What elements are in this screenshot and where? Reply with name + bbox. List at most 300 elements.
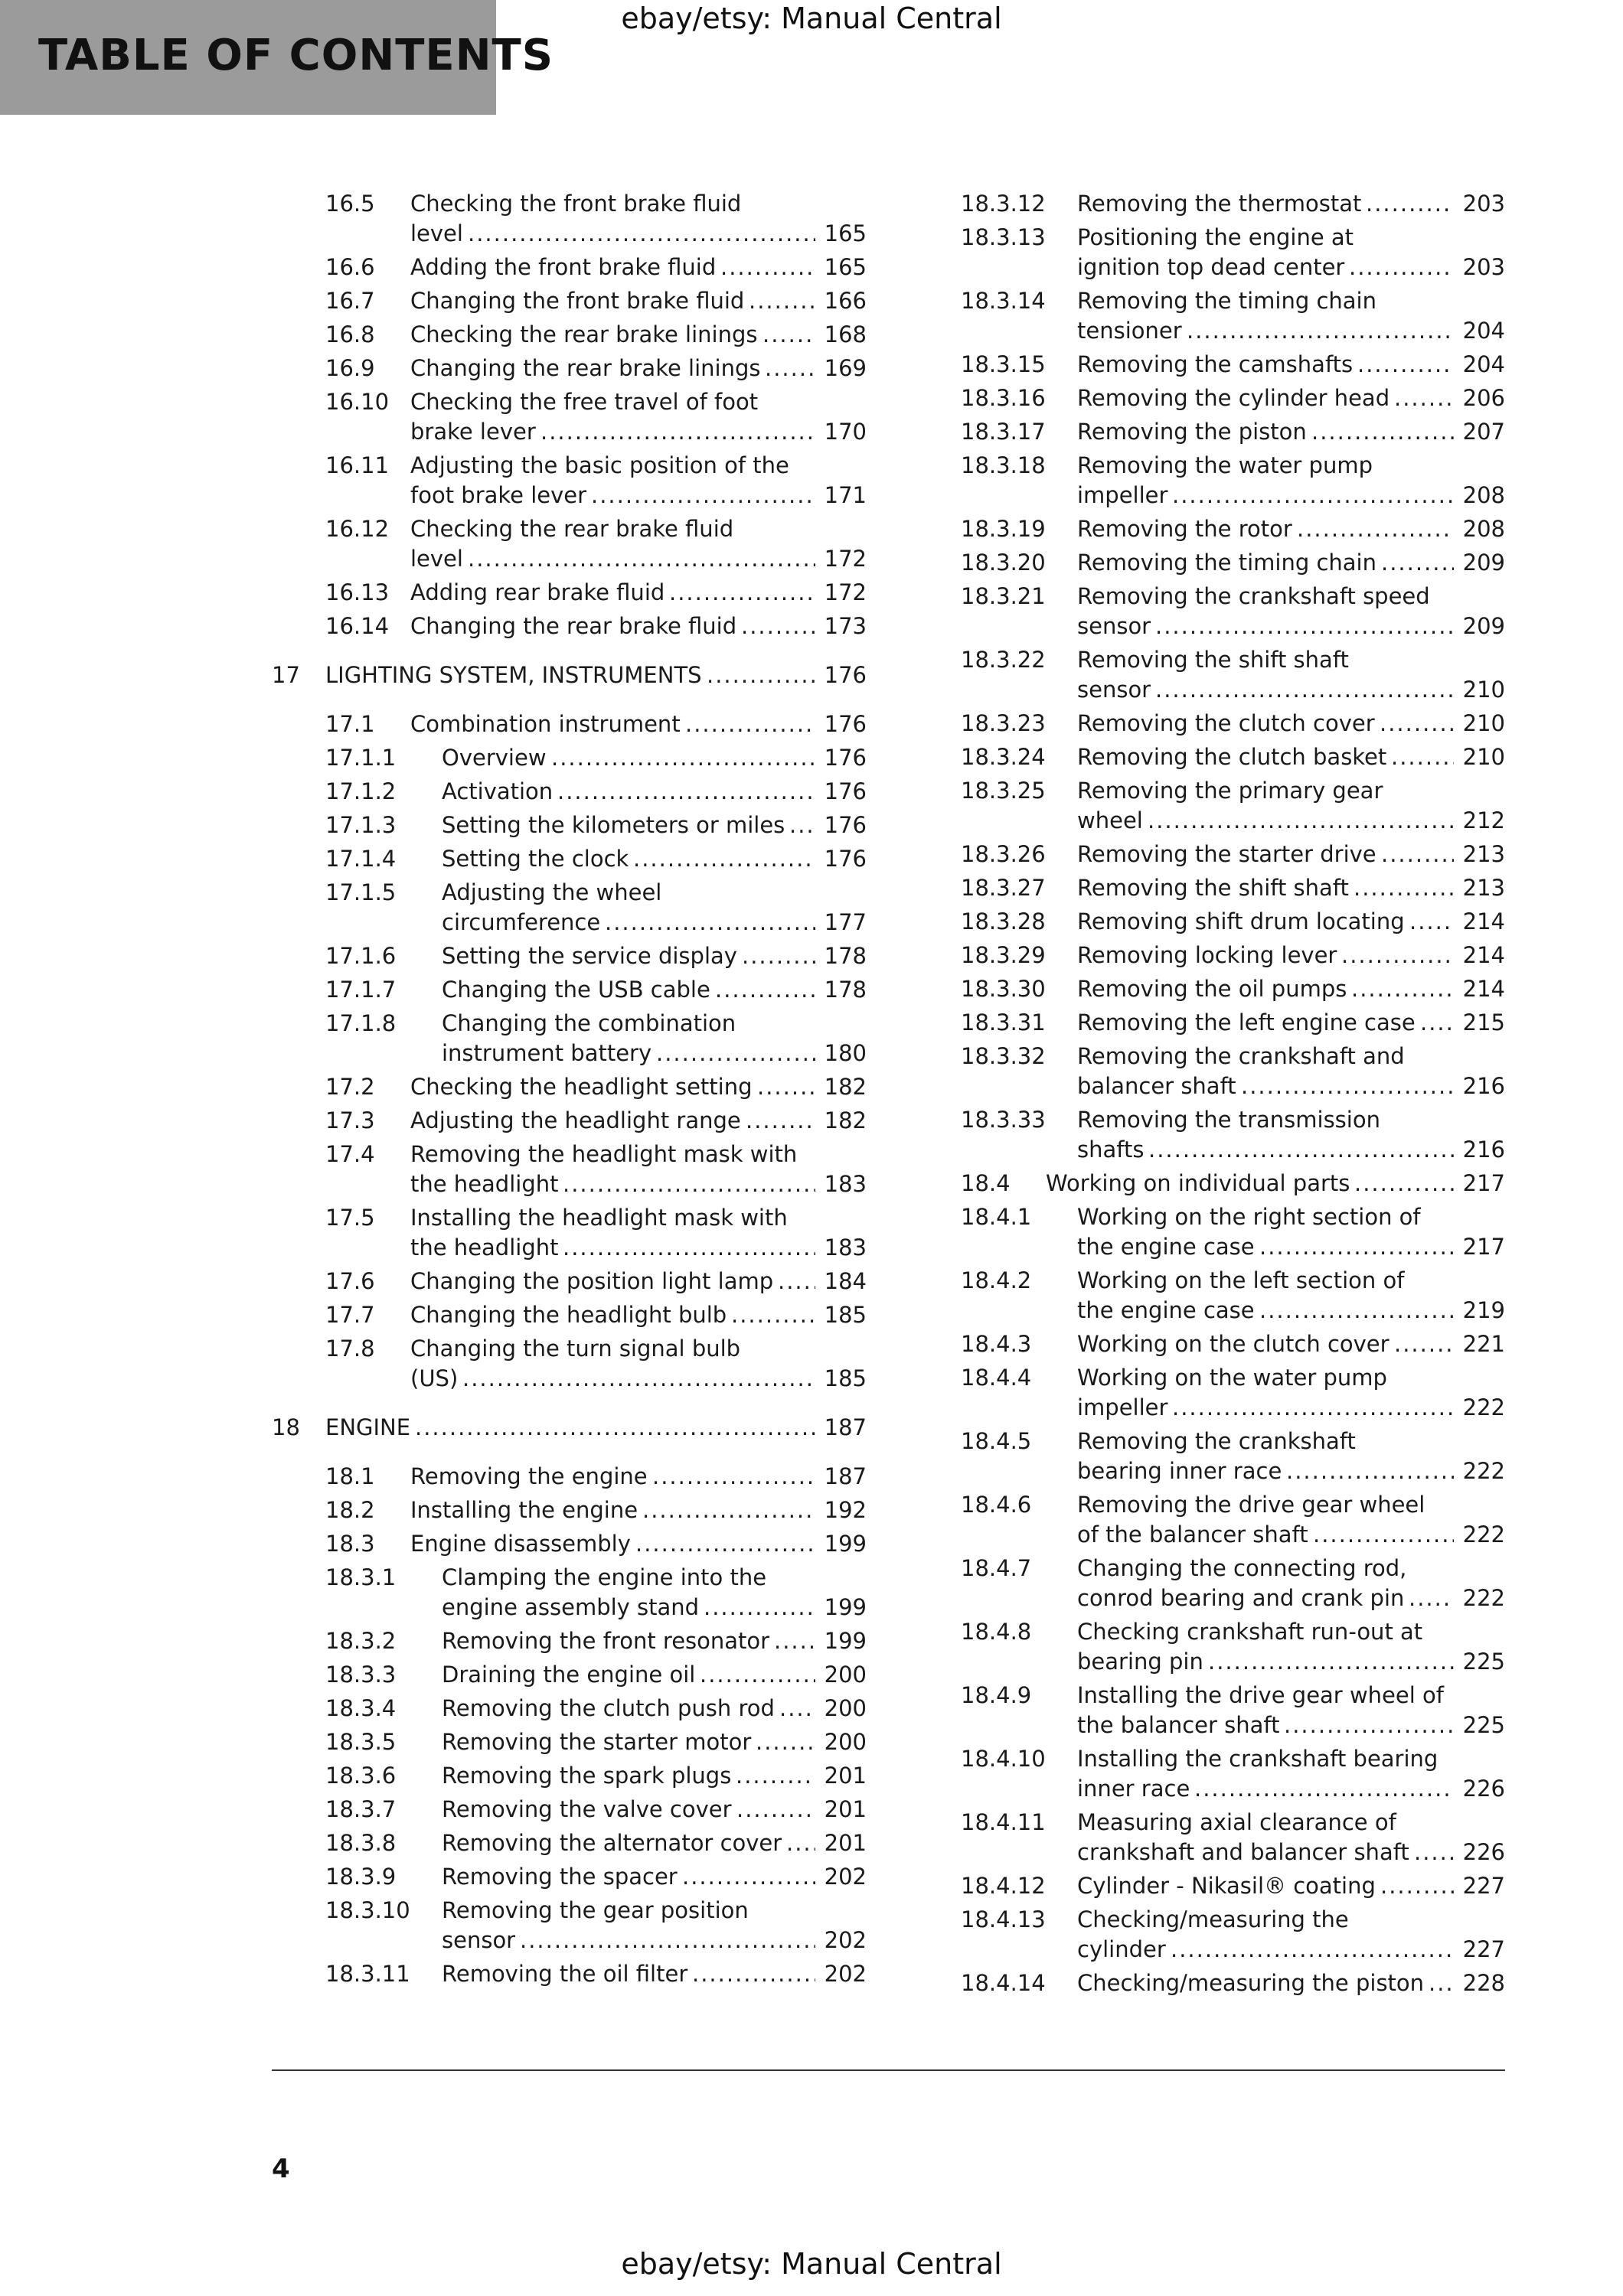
footer-divider [272, 2069, 1505, 2071]
toc-leader-dots [700, 1659, 815, 1689]
toc-chapter-entry[interactable] [272, 1412, 867, 1442]
toc-entry[interactable] [272, 1828, 867, 1857]
toc-entry[interactable] [272, 1727, 867, 1756]
toc-leader-dots [642, 1495, 815, 1525]
toc-entry[interactable] [961, 1426, 1505, 1486]
toc-entry-title: Removing the primary gear [1077, 778, 1383, 804]
toc-leader-dots [1366, 188, 1454, 218]
toc-entry[interactable] [961, 742, 1505, 771]
toc-entry-title: the headlight [410, 1171, 559, 1197]
toc-entry-title: Removing the gear position [442, 1897, 749, 1923]
toc-entry-title: Combination instrument [410, 711, 681, 737]
toc-entry-page: 225 [1462, 1649, 1505, 1675]
toc-entry-page: 214 [1462, 942, 1505, 968]
toc-entry-number: 18.3.24 [961, 744, 1046, 770]
toc-entry-page: 182 [824, 1074, 867, 1100]
toc-entry-page: 210 [1462, 744, 1505, 770]
toc-entry-title: Removing the starter drive [1077, 841, 1376, 867]
toc-entry[interactable] [961, 1329, 1505, 1358]
toc-entry-page: 215 [1462, 1009, 1505, 1035]
toc-leader-dots [685, 709, 815, 739]
toc-entry-page: 217 [1462, 1234, 1505, 1260]
toc-leader-dots [1391, 742, 1454, 771]
toc-entry-number: 18.3.21 [961, 583, 1046, 609]
toc-entry-number: 18.3.29 [961, 942, 1046, 968]
toc-leader-dots [468, 218, 815, 248]
toc-entry[interactable] [961, 940, 1505, 970]
toc-entry-title: Removing the crankshaft speed [1077, 583, 1430, 609]
toc-leader-dots [1357, 349, 1454, 379]
toc-entry-number: 18.3.7 [325, 1796, 397, 1822]
toc-entry[interactable] [961, 1362, 1505, 1422]
toc-entry-page: 178 [824, 943, 867, 969]
toc-entry-page: 176 [824, 662, 867, 688]
toc-entry-number: 18.4.3 [961, 1331, 1032, 1357]
toc-entry[interactable] [961, 1007, 1505, 1037]
toc-entry-title: brake lever [410, 419, 536, 445]
toc-entry-title: engine assembly stand [442, 1594, 700, 1620]
toc-leader-dots [1155, 674, 1454, 704]
toc-entry-title: Working on the left section of [1077, 1267, 1405, 1293]
toc-entry-title: circumference [442, 909, 601, 935]
toc-entry-page: 209 [1462, 550, 1505, 576]
toc-entry-page: 210 [1462, 710, 1505, 736]
toc-entry-number: 17.7 [325, 1302, 375, 1328]
toc-entry-page: 200 [824, 1695, 867, 1721]
toc-entry-page: 202 [824, 1864, 867, 1890]
toc-entry-page: 209 [1462, 613, 1505, 639]
toc-entry-title: Removing the thermostat [1077, 191, 1362, 217]
toc-leader-dots [682, 1861, 815, 1891]
toc-entry-page: 206 [1462, 385, 1505, 411]
toc-entry-page: 176 [824, 778, 867, 804]
toc-leader-dots [774, 1626, 815, 1655]
toc-entry-number: 18.3.11 [325, 1961, 410, 1987]
toc-entry-page: 178 [824, 977, 867, 1003]
toc-leader-dots [778, 1266, 815, 1296]
toc-entry-number: 16.9 [325, 355, 375, 381]
toc-entry[interactable] [272, 1794, 867, 1824]
toc-entry[interactable] [272, 877, 867, 937]
toc-entry-title: (US) [410, 1365, 459, 1391]
toc-entry-page: 172 [824, 546, 867, 572]
toc-entry-title: Removing the oil filter [442, 1961, 688, 1987]
toc-entry-number: 18.3.27 [961, 875, 1046, 901]
toc-entry-title: Removing the front resonator [442, 1628, 770, 1654]
toc-entry[interactable] [961, 906, 1505, 936]
toc-entry[interactable] [272, 1333, 867, 1393]
toc-entry-title: Removing the crankshaft [1077, 1428, 1356, 1454]
toc-entry-number: 17 [272, 662, 300, 688]
toc-entry[interactable] [961, 775, 1505, 835]
toc-entry[interactable] [961, 1680, 1505, 1740]
toc-entry-title: Draining the engine oil [442, 1662, 696, 1688]
toc-entry-title: Removing the crankshaft and [1077, 1043, 1405, 1069]
toc-entry-number: 18.3.4 [325, 1695, 397, 1721]
toc-entry-page: 216 [1462, 1073, 1505, 1099]
toc-entry-title: Removing the valve cover [442, 1796, 732, 1822]
toc-entry-number: 18.3.14 [961, 288, 1046, 314]
toc-entry[interactable] [272, 1266, 867, 1296]
toc-entry-title: Adjusting the wheel [442, 879, 662, 905]
toc-entry[interactable] [272, 1895, 867, 1955]
toc-entry-page: 226 [1462, 1776, 1505, 1802]
toc-entry[interactable] [272, 776, 867, 806]
toc-leader-dots [1380, 1870, 1454, 1900]
toc-entry[interactable] [961, 644, 1505, 704]
toc-entry-title: impeller [1077, 1394, 1168, 1420]
toc-entry-page: 166 [824, 288, 867, 314]
toc-entry[interactable] [961, 1904, 1505, 1964]
toc-entry-number: 18.3.10 [325, 1897, 410, 1923]
toc-leader-dots [707, 660, 815, 690]
toc-entry[interactable] [961, 1616, 1505, 1676]
toc-entry-number: 18.3.31 [961, 1009, 1046, 1035]
toc-entry-title: ignition top dead center [1077, 254, 1345, 280]
toc-entry-title: Removing the spark plugs [442, 1763, 732, 1789]
toc-entry-title: Removing the shift shaft [1077, 875, 1349, 901]
toc-entry[interactable] [272, 1300, 867, 1329]
toc-entry-title: Cylinder - Nikasil® coating [1077, 1873, 1376, 1899]
toc-leader-dots [1148, 1134, 1454, 1164]
toc-entry-number: 17.1.1 [325, 745, 397, 771]
toc-entry-title: Working on the right section of [1077, 1204, 1421, 1230]
toc-leader-dots [656, 1038, 815, 1068]
toc-entry[interactable] [961, 872, 1505, 902]
watermark-bottom: ebay/etsy: Manual Central [621, 2247, 1002, 2281]
toc-entry[interactable] [272, 285, 867, 315]
toc-entry[interactable] [961, 188, 1505, 218]
toc-entry-number: 16.6 [325, 254, 375, 280]
toc-entry[interactable] [961, 1168, 1505, 1198]
toc-entry-number: 18.4.6 [961, 1492, 1032, 1518]
toc-entry[interactable] [272, 1562, 867, 1622]
toc-leader-dots [563, 1232, 815, 1262]
toc-entry-number: 17.1.5 [325, 879, 397, 905]
toc-leader-dots [1409, 1583, 1454, 1613]
toc-entry[interactable] [961, 1104, 1505, 1164]
toc-leader-dots [757, 1071, 815, 1101]
toc-leader-dots [652, 1461, 815, 1491]
toc-entry-number: 17.1.4 [325, 846, 397, 872]
toc-entry-number: 18 [272, 1414, 300, 1440]
toc-entry[interactable] [272, 611, 867, 641]
toc-entry-title: Adjusting the basic position of the [410, 452, 789, 478]
toc-entry[interactable] [961, 1202, 1505, 1261]
toc-entry-page: 199 [824, 1531, 867, 1557]
toc-entry[interactable] [961, 349, 1505, 379]
toc-entry-title: Removing the starter motor [442, 1729, 752, 1755]
toc-entry[interactable] [961, 285, 1505, 345]
toc-entry[interactable] [961, 1968, 1505, 1998]
toc-entry-title: impeller [1077, 482, 1168, 508]
toc-entry-page: 210 [1462, 677, 1505, 703]
toc-entry-number: 17.4 [325, 1141, 375, 1167]
toc-entry-title: Checking the headlight setting [410, 1074, 753, 1100]
toc-entry-title: Installing the headlight mask with [410, 1205, 788, 1231]
toc-entry-number: 18.3.25 [961, 778, 1046, 804]
toc-entry-page: 187 [824, 1463, 867, 1489]
toc-leader-dots [720, 252, 815, 282]
toc-entry[interactable] [961, 547, 1505, 577]
toc-entry-title: the headlight [410, 1234, 559, 1261]
toc-leader-dots [731, 1300, 815, 1329]
toc-entry[interactable] [272, 1760, 867, 1790]
toc-leader-dots [1349, 252, 1454, 282]
toc-leader-dots [1381, 547, 1454, 577]
toc-entry-page: 222 [1462, 1521, 1505, 1548]
toc-entry-number: 17.8 [325, 1336, 375, 1362]
toc-entry-number: 18.3.8 [325, 1830, 397, 1856]
toc-entry-number: 18.3.26 [961, 841, 1046, 867]
toc-entry[interactable] [272, 1659, 867, 1689]
toc-entry-page: 176 [824, 711, 867, 737]
toc-entry-page: 222 [1462, 1585, 1505, 1611]
toc-entry[interactable] [961, 974, 1505, 1003]
toc-entry-number: 18.4.11 [961, 1809, 1046, 1835]
toc-leader-dots [736, 1760, 815, 1790]
toc-entry-page: 214 [1462, 908, 1505, 934]
toc-entry-title: Setting the clock [442, 846, 629, 872]
toc-entry-title: Removing the spacer [442, 1864, 678, 1890]
toc-entry[interactable] [272, 742, 867, 772]
toc-entry[interactable] [272, 941, 867, 970]
toc-leader-dots [1172, 1392, 1454, 1422]
toc-entry[interactable] [272, 1861, 867, 1891]
toc-entry[interactable] [961, 1489, 1505, 1549]
toc-entry-title: Checking/measuring the piston [1077, 1970, 1425, 1996]
toc-leader-dots [1284, 1710, 1454, 1740]
toc-leader-dots [1259, 1295, 1454, 1325]
toc-leader-dots [756, 1727, 815, 1756]
toc-entry-title: cylinder [1077, 1936, 1166, 1962]
toc-entry-title: the engine case [1077, 1234, 1255, 1260]
toc-entry[interactable] [272, 974, 867, 1004]
toc-entry-number: 18.3.17 [961, 419, 1046, 445]
toc-entry[interactable] [961, 450, 1505, 510]
toc-leader-dots [557, 776, 815, 806]
toc-entry[interactable] [272, 709, 867, 739]
toc-entry-page: 165 [824, 254, 867, 280]
toc-entry-title: Changing the turn signal bulb [410, 1336, 741, 1362]
toc-entry[interactable] [272, 1958, 867, 1988]
toc-entry-title: Removing the shift shaft [1077, 647, 1349, 673]
toc-entry-title: inner race [1077, 1776, 1190, 1802]
page-number: 4 [272, 2154, 290, 2184]
toc-leader-dots [715, 974, 815, 1004]
toc-entry[interactable] [272, 450, 867, 510]
toc-entry[interactable] [961, 1743, 1505, 1803]
toc-entry-number: 18.3.1 [325, 1564, 397, 1590]
toc-entry[interactable] [272, 353, 867, 383]
toc-entry-title: Checking the rear brake linings [410, 321, 758, 347]
toc-entry[interactable] [961, 839, 1505, 869]
toc-entry[interactable] [961, 383, 1505, 413]
toc-entry-title: the engine case [1077, 1297, 1255, 1323]
toc-leader-dots [692, 1958, 815, 1988]
toc-entry[interactable] [961, 1265, 1505, 1325]
toc-entry[interactable] [272, 1139, 867, 1199]
toc-entry[interactable] [961, 514, 1505, 543]
toc-entry-page: 202 [824, 1927, 867, 1953]
toc-entry-title: Engine disassembly [410, 1531, 631, 1557]
toc-entry-title: Removing the engine [410, 1463, 648, 1489]
toc-entry[interactable] [961, 222, 1505, 282]
toc-entry-number: 18.4.14 [961, 1970, 1046, 1996]
toc-entry-page: 176 [824, 846, 867, 872]
toc-entry-page: 177 [824, 909, 867, 935]
toc-entry-page: 225 [1462, 1712, 1505, 1738]
toc-entry[interactable] [272, 1461, 867, 1491]
toc-leader-dots [1341, 940, 1454, 970]
toc-entry[interactable] [272, 1626, 867, 1655]
toc-entry-title: Changing the connecting rod, [1077, 1555, 1407, 1581]
toc-entry[interactable] [272, 1105, 867, 1135]
toc-entry[interactable] [961, 1870, 1505, 1900]
toc-entry[interactable] [272, 319, 867, 349]
toc-entry[interactable] [272, 1495, 867, 1525]
toc-entry-page: 199 [824, 1628, 867, 1654]
toc-leader-dots [1297, 514, 1454, 543]
toc-entry-title: tensioner [1077, 318, 1182, 344]
toc-leader-dots [1187, 315, 1454, 345]
toc-entry-title: Checking/measuring the [1077, 1906, 1349, 1932]
toc-leader-dots [742, 941, 815, 970]
toc-entry-number: 16.5 [325, 191, 375, 217]
toc-entry-page: 203 [1462, 191, 1505, 217]
toc-entry-page: 227 [1462, 1873, 1505, 1899]
toc-entry[interactable] [961, 416, 1505, 446]
toc-entry-page: 183 [824, 1171, 867, 1197]
toc-entry[interactable] [961, 1807, 1505, 1867]
toc-entry-number: 18.4.10 [961, 1746, 1046, 1772]
toc-entry-number: 18.3.9 [325, 1864, 397, 1890]
toc-entry[interactable] [272, 810, 867, 840]
toc-entry[interactable] [272, 1008, 867, 1068]
toc-entry-title: Removing the timing chain [1077, 288, 1376, 314]
toc-entry-title: Clamping the engine into the [442, 1564, 767, 1590]
toc-leader-dots [1351, 974, 1454, 1003]
toc-entry[interactable] [961, 1041, 1505, 1101]
toc-entry[interactable] [272, 1071, 867, 1101]
toc-entry-title: Setting the kilometers or miles [442, 812, 785, 838]
toc-entry[interactable] [272, 843, 867, 873]
toc-entry-page: 219 [1462, 1297, 1505, 1323]
toc-entry-page: 173 [824, 613, 867, 639]
toc-entry-page: 213 [1462, 841, 1505, 867]
toc-entry-page: 185 [824, 1302, 867, 1328]
toc-entry-title: Changing the position light lamp [410, 1268, 774, 1294]
toc-entry[interactable] [272, 577, 867, 607]
toc-leader-dots [591, 480, 815, 510]
toc-entry-title: sensor [1077, 613, 1151, 639]
toc-entry-page: 183 [824, 1234, 867, 1261]
toc-entry-number: 16.12 [325, 516, 390, 542]
toc-entry-title: Working on individual parts [1046, 1170, 1350, 1196]
toc-leader-dots [635, 1528, 815, 1558]
toc-entry-page: 221 [1462, 1331, 1505, 1357]
toc-entry-title: level [410, 546, 463, 572]
toc-entry-page: 208 [1462, 516, 1505, 542]
toc-entry-number: 18.4 [961, 1170, 1011, 1196]
toc-entry-page: 214 [1462, 976, 1505, 1002]
toc-chapter-entry[interactable] [272, 660, 867, 690]
toc-entry-number: 18.3.18 [961, 452, 1046, 478]
toc-leader-dots [704, 1592, 815, 1622]
toc-entry-title: Activation [442, 778, 554, 804]
toc-leader-dots [779, 1693, 815, 1723]
toc-entry[interactable] [272, 514, 867, 573]
toc-entry-title: Removing the drive gear wheel [1077, 1492, 1425, 1518]
toc-entry[interactable] [272, 1202, 867, 1262]
toc-entry-number: 18.3.28 [961, 908, 1046, 934]
toc-entry-number: 17.1.3 [325, 812, 397, 838]
toc-leader-dots [763, 319, 815, 349]
toc-entry-number: 17.1.2 [325, 778, 397, 804]
toc-entry-number: 18.4.2 [961, 1267, 1032, 1293]
toc-leader-dots [520, 1925, 815, 1955]
toc-entry-title: Adding rear brake fluid [410, 579, 665, 605]
toc-entry-title: Checking the free travel of foot [410, 389, 759, 415]
toc-leader-dots [789, 810, 815, 840]
toc-entry-number: 18.1 [325, 1463, 375, 1489]
toc-entry[interactable] [272, 1693, 867, 1723]
toc-entry-page: 213 [1462, 875, 1505, 901]
toc-entry-title: Overview [442, 745, 547, 771]
toc-entry-number: 17.1 [325, 711, 375, 737]
toc-entry-title: Changing the rear brake fluid [410, 613, 737, 639]
toc-entry-page: 203 [1462, 254, 1505, 280]
toc-entry[interactable] [961, 708, 1505, 738]
toc-leader-dots [1429, 1968, 1454, 1998]
toc-entry-number: 17.6 [325, 1268, 375, 1294]
toc-entry-number: 18.3.19 [961, 516, 1046, 542]
toc-leader-dots [1171, 1934, 1454, 1964]
toc-leader-dots [1380, 708, 1454, 738]
toc-entry-page: 168 [824, 321, 867, 347]
toc-entry-page: 185 [824, 1365, 867, 1391]
toc-entry-number: 18.3.16 [961, 385, 1046, 411]
toc-entry[interactable] [272, 252, 867, 282]
toc-entry-title: sensor [442, 1927, 516, 1953]
toc-entry-title: Changing the headlight bulb [410, 1302, 727, 1328]
toc-entry-title: Checking the front brake fluid [410, 191, 742, 217]
toc-entry-title: foot brake lever [410, 482, 587, 508]
toc-leader-dots [1259, 1231, 1454, 1261]
toc-leader-dots [1354, 1168, 1454, 1198]
toc-entry-title: Removing the clutch cover [1077, 710, 1375, 736]
toc-entry-title: Removing the oil pumps [1077, 976, 1347, 1002]
toc-entry-title: bearing pin [1077, 1649, 1203, 1675]
toc-entry-title: Removing the clutch push rod [442, 1695, 775, 1721]
toc-entry-page: 212 [1462, 807, 1505, 833]
toc-entry-title: Installing the crankshaft bearing [1077, 1746, 1438, 1772]
toc-entry[interactable] [961, 1553, 1505, 1613]
toc-entry-page: 222 [1462, 1458, 1505, 1484]
toc-leader-dots [462, 1363, 815, 1393]
toc-entry[interactable] [272, 1528, 867, 1558]
toc-entry-number: 17.1.8 [325, 1010, 397, 1036]
toc-entry-title: bearing inner race [1077, 1458, 1282, 1484]
toc-leader-dots [749, 285, 815, 315]
toc-entry[interactable] [272, 188, 867, 248]
toc-entry-page: 192 [824, 1497, 867, 1523]
toc-entry[interactable] [272, 386, 867, 446]
toc-leader-dots [1148, 805, 1454, 835]
toc-entry-page: 170 [824, 419, 867, 445]
toc-entry-number: 18.3.13 [961, 224, 1046, 250]
toc-entry[interactable] [961, 581, 1505, 641]
